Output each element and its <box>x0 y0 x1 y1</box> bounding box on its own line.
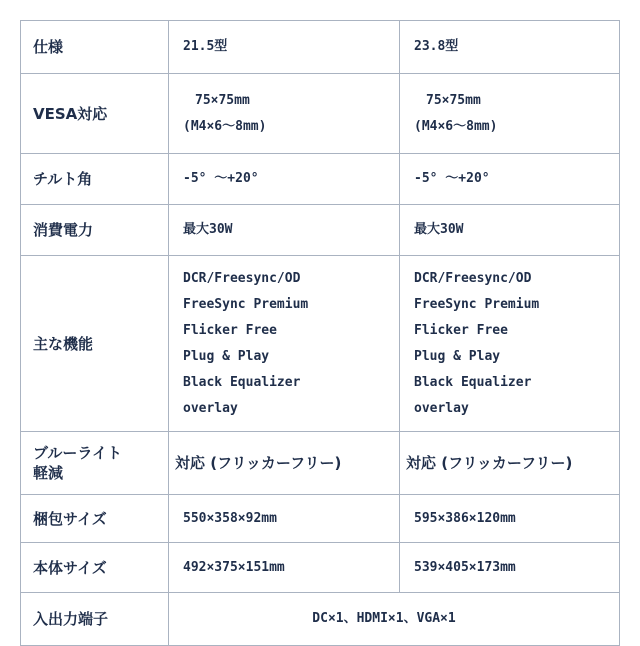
table-row-vesa <box>21 74 620 154</box>
vesa-col1 <box>169 74 400 154</box>
tilt-col2: -5° 〜+20° <box>400 154 620 205</box>
header-label: 仕様 <box>21 21 169 74</box>
feature-item: FreeSync Premium <box>183 296 309 312</box>
feature-item: Plug & Play <box>414 348 501 364</box>
package-col1: 550×358×92mm <box>169 495 400 543</box>
vesa-col1-line2: (M4×6〜8mm) <box>183 118 267 134</box>
feature-item: overlay <box>414 400 469 416</box>
power-label: 消費電力 <box>21 205 169 256</box>
feature-item: Plug & Play <box>183 348 270 364</box>
power-col2: 最大30W <box>400 205 620 256</box>
tilt-col1: -5° 〜+20° <box>169 154 400 205</box>
feature-item: DCR/Freesync/OD <box>414 270 532 286</box>
body-col2: 539×405×173mm <box>400 543 620 593</box>
bluelight-col2: 対応 (フリッカーフリー) <box>400 432 620 495</box>
table-row-power <box>21 205 620 256</box>
spec-table <box>20 20 620 646</box>
package-col2: 595×386×120mm <box>400 495 620 543</box>
features-label: 主な機能 <box>21 256 169 432</box>
vesa-label: VESA対応 <box>21 74 169 154</box>
table-row-body <box>21 543 620 593</box>
features-col2 <box>400 256 620 432</box>
table-row-header <box>21 21 620 74</box>
feature-item: Black Equalizer <box>414 374 532 390</box>
bluelight-label-line1: ブルーライト <box>33 444 122 462</box>
table-row-package <box>21 495 620 543</box>
bluelight-label-line2: 軽減 <box>33 464 64 482</box>
header-col2: 23.8型 <box>400 21 620 74</box>
feature-item: Flicker Free <box>183 322 277 338</box>
power-col1: 最大30W <box>169 205 400 256</box>
table-row-io <box>21 593 620 646</box>
features-col1 <box>169 256 400 432</box>
package-label: 梱包サイズ <box>21 495 169 543</box>
table-row-tilt <box>21 154 620 205</box>
feature-item: overlay <box>183 400 238 416</box>
bluelight-label <box>21 432 169 495</box>
io-label: 入出力端子 <box>21 593 169 646</box>
header-col1: 21.5型 <box>169 21 400 74</box>
tilt-label: チルト角 <box>21 154 169 205</box>
feature-item: Black Equalizer <box>183 374 301 390</box>
vesa-col1-line1: 75×75mm <box>195 92 250 108</box>
table-row-features <box>21 256 620 432</box>
table-row-bluelight <box>21 432 620 495</box>
body-col1: 492×375×151mm <box>169 543 400 593</box>
feature-item: DCR/Freesync/OD <box>183 270 301 286</box>
io-value: DC×1、HDMI×1、VGA×1 <box>169 593 620 646</box>
vesa-col2 <box>400 74 620 154</box>
vesa-col2-line2: (M4×6〜8mm) <box>414 118 498 134</box>
bluelight-col1: 対応 (フリッカーフリー) <box>169 432 400 495</box>
body-label: 本体サイズ <box>21 543 169 593</box>
vesa-col2-line1: 75×75mm <box>426 92 481 108</box>
feature-item: FreeSync Premium <box>414 296 540 312</box>
feature-item: Flicker Free <box>414 322 508 338</box>
